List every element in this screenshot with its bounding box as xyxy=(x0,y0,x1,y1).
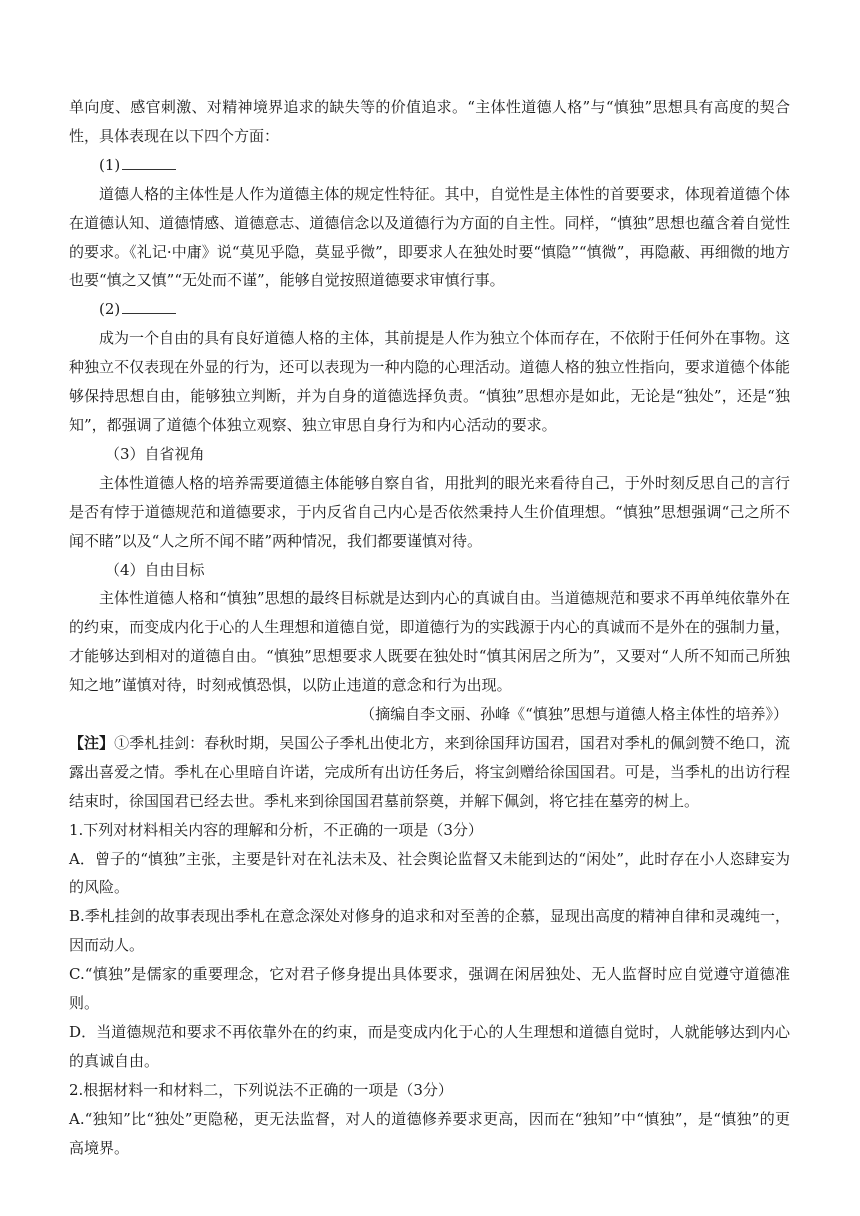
section-1-body: 道德人格的主体性是人作为道德主体的规定性特征。其中，自觉性是主体性的首要要求，体现着道德个体在道德认知、道德情感、道德意志、道德信念以及道德行为方面的自主性。同样，“慎独”思想也蕴含着自觉性的要求。《礼记·中庸》说“莫见乎隐，莫显乎微”，即要求人在独处时要“慎隐”“慎微”，再隐蔽、再细微的地方也要“慎之又慎”“无处而不谨”，能够自觉按照道德要求审慎行事。 xyxy=(69,184,790,290)
section-4-number: （4） xyxy=(105,560,145,579)
section-3-number: （3） xyxy=(105,444,145,463)
question-1-option-d[interactable]: D．当道德规范和要求不再依靠外在的约束，而是变成内化于心的人生理想和道德自觉时，人就能够达到内心的真诚自由。 xyxy=(69,1023,790,1070)
question-1-stem: 1.下列对材料相关内容的理解和分析，不正确的一项是（3分） xyxy=(69,820,483,839)
question-1-option-c[interactable]: C.“慎独”是儒家的重要理念，它对君子修身提出具体要求，强调在闲居独处、无人监督时应自觉遵守道德准则。 xyxy=(69,965,790,1013)
section-2-answer-blank[interactable] xyxy=(122,299,176,314)
question-2-option-a[interactable]: A.“独知”比“独处”更隐秘，更无法监督，对人的道德修养要求更高，因而在“独知”中“慎独”，是“慎独”的更高境界。 xyxy=(69,1109,790,1157)
section-1-heading xyxy=(69,151,790,180)
source-citation: （摘编自李文丽、孙峰《“慎独”思想与道德人格主体性的培养》） xyxy=(360,705,788,724)
section-2-heading xyxy=(69,295,790,324)
note-text: ①季札挂剑：春秋时期，吴国公子季札出使北方，来到徐国拜访国君，国君对季札的佩剑赞不绝口，流露出喜爱之情。季札在心里暗自许诺，完成所有出访任务后，将宝剑赠给徐国国君。可是，当季札的出访行程结束时，徐国国君已经去世。季札来到徐国国君墓前祭奠，并解下佩剑，将它挂在墓旁的树上。 xyxy=(69,733,790,810)
section-2-body: 成为一个自由的具有良好道德人格的主体，其前提是人作为独立个体而存在，不依附于任何外在事物。这种独立不仅表现在外显的行为，还可以表现为一种内隐的心理活动。道德人格的独立性指向，要求道德个体能够保持思想自由，能够独立判断，并为自身的道德选择负责。“慎独”思想亦是如此，无论是“独处”，还是“独知”，都强调了道德个体独立观察、独立审思自身行为和内心活动的要求。 xyxy=(69,329,790,434)
section-2-number: (2) xyxy=(99,300,121,319)
section-3-heading xyxy=(69,440,790,469)
note-label: 【注】 xyxy=(69,733,115,752)
section-1-number: (1) xyxy=(99,155,121,174)
question-1-option-a[interactable]: A．曾子的“慎独”主张，主要是针对在礼法未及、社会舆论监督又未能到达的“闲处”，此时存在小人恣肆妄为的风险。 xyxy=(69,849,790,897)
note-paragraph xyxy=(69,729,790,816)
question-1-option-b[interactable]: B.季札挂剑的故事表现出季札在意念深处对修身的追求和对至善的企慕，显现出高度的精神自律和灵魂纯一，因而动人。 xyxy=(69,907,790,955)
question-2-stem: 2.根据材料一和材料二，下列说法不正确的一项是（3分） xyxy=(69,1080,453,1099)
section-3-title: 自省视角 xyxy=(144,444,205,463)
section-4-heading xyxy=(69,556,790,585)
section-4-body: 主体性道德人格和“慎独”思想的最终目标就是达到内心的真诚自由。当道德规范和要求不再单纯依靠外在的约束，而变成内化于心的人生理想和道德自觉，即道德行为的实践源于内心的真诚而不是外在的强制力量，才能够达到相对的道德自由。“慎独”思想要求人既要在独处时“慎其闲居之所为”，又要对“人所不知而己所独知之地”谨慎对待，时刻戒慎恐惧，以防止违道的意念和行为出现。 xyxy=(69,589,790,695)
section-1-answer-blank[interactable] xyxy=(122,155,176,170)
section-4-title: 自由目标 xyxy=(144,560,205,579)
intro-paragraph: 单向度、感官刺激、对精神境界追求的缺失等的价值追求。“主体性道德人格”与“慎独”思想具有高度的契合性，具体表现在以下四个方面： xyxy=(69,98,790,145)
section-3-body: 主体性道德人格的培养需要道德主体能够自察自省，用批判的眼光来看待自己，于外时刻反思自己的言行是否有悖于道德规范和道德要求，于内反省自己内心是否依然秉持人生价值理想。“慎独”思想强调“己之所不闻不睹”以及“人之所不闻不睹”两种情况，我们都要谨慎对待。 xyxy=(69,473,790,550)
